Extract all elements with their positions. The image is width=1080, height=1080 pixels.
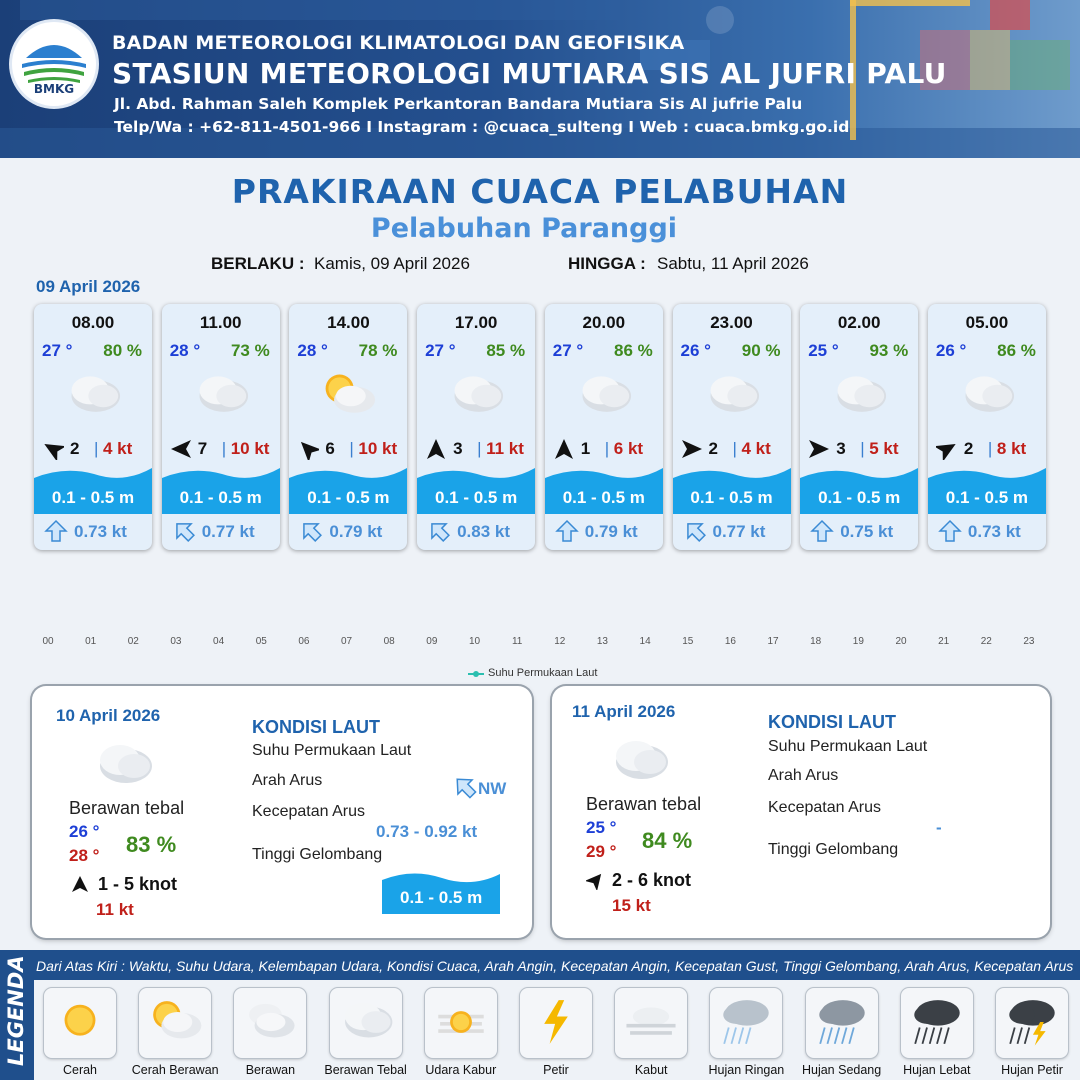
day3-condition: Berawan tebal — [586, 794, 702, 814]
day3-date: 11 April 2026 — [572, 702, 676, 721]
current-speed: 0.79 kt — [584, 522, 638, 541]
wave-height: 0.1 - 0.5 m — [690, 488, 773, 507]
gust-speed: 10 kt — [358, 439, 398, 458]
chart-legend — [468, 667, 597, 679]
legend-item-label: Hujan Lebat — [903, 1063, 971, 1077]
legend-item — [425, 988, 497, 1058]
berawan-tebal-icon — [443, 368, 509, 424]
port-name: Pelabuhan Paranggi — [370, 213, 678, 244]
wave-height: 0.1 - 0.5 m — [562, 488, 645, 507]
day2-temp-min: 26 ° — [69, 822, 100, 841]
wind-direction-icon — [70, 874, 90, 894]
day2-current-speed: 0.73 - 0.92 kt — [376, 822, 478, 841]
berawan-tebal-icon — [571, 368, 637, 424]
current-direction-icon — [427, 519, 451, 543]
wind-row — [673, 438, 791, 460]
x-tick-label: 14 — [639, 636, 651, 647]
berawan-tebal-icon — [826, 368, 892, 424]
bmkg-logo — [12, 22, 96, 106]
current-direction-icon — [555, 519, 579, 543]
wind-speed: 2 — [70, 439, 80, 458]
station-name: STASIUN METEOROLOGI MUTIARA SIS AL JUFRI PALU — [112, 57, 947, 90]
day3-wind-speed: 2 - 6 knot — [612, 870, 692, 890]
legend-item — [710, 988, 782, 1058]
legend-description: Dari Atas Kiri : Waktu, Suhu Udara, Kelembapan Udara, Kondisi Cuaca, Arah Angin, Kecepatan Angin, Kecepatan Gust, Tinggi Gelombang, Arah Arus, Kecepatan Arus — [36, 958, 1074, 974]
forecast-time: 02.00 — [837, 313, 881, 332]
day2-sst-label: Suhu Permukaan Laut — [252, 742, 412, 759]
legend-item — [615, 988, 687, 1058]
x-tick-label: 04 — [213, 636, 225, 647]
air-temperature: 27 ° — [552, 341, 584, 360]
hour-card — [34, 304, 152, 550]
legend-item-label: Petir — [543, 1063, 569, 1077]
x-tick-label: 19 — [852, 636, 864, 647]
berawan-tebal-icon — [606, 732, 672, 784]
legend-item-label: Cerah Berawan — [131, 1063, 219, 1077]
gust-speed: 4 kt — [741, 439, 771, 458]
gust-speed: 11 kt — [486, 439, 524, 458]
wave-height: 0.1 - 0.5 m — [51, 488, 135, 507]
organization-name: BADAN METEOROLOGI KLIMATOLOGI DAN GEOFISIKA — [112, 32, 685, 54]
x-tick-label: 21 — [938, 636, 950, 647]
hour-card — [289, 304, 407, 550]
hujan-ringan-icon — [716, 993, 776, 1051]
cerah-berawan-icon — [145, 993, 205, 1051]
wind-row — [289, 438, 407, 460]
wind-speed: 2 — [708, 439, 718, 458]
day3-temp-min: 25 ° — [586, 818, 617, 837]
berawan-tebal-icon — [188, 368, 254, 424]
wave-height: 0.1 - 0.5 m — [179, 488, 262, 507]
day2-current-speed-label: Kecepatan Arus — [252, 803, 365, 820]
wind-row — [800, 438, 918, 460]
day3-gust: 15 kt — [612, 896, 651, 915]
humidity: 80 % — [103, 341, 142, 360]
weather-icon-slot — [188, 368, 254, 424]
forecast-time: 05.00 — [965, 313, 1009, 332]
separator: | — [349, 439, 354, 458]
current-direction-icon — [683, 519, 707, 543]
hour-card — [417, 304, 535, 550]
wave-height: 0.1 - 0.5 m — [434, 488, 518, 507]
hujan-petir-icon — [1002, 993, 1062, 1051]
separator: | — [860, 439, 865, 458]
day3-sst-label: Suhu Permukaan Laut — [768, 738, 928, 755]
wind-direction-icon — [586, 870, 606, 890]
x-tick-label: 23 — [1023, 636, 1035, 647]
x-tick-label: 00 — [42, 636, 54, 647]
legend-item-label: Berawan — [245, 1063, 296, 1077]
logo-text: BMKG — [33, 82, 75, 96]
wind-speed: 2 — [963, 439, 974, 458]
wind-speed: 3 — [836, 439, 846, 458]
legend-item-label: Cerah — [62, 1063, 98, 1077]
wave-height: 0.1 - 0.5 m — [945, 488, 1028, 507]
current-speed: 0.73 kt — [74, 522, 127, 541]
day2-temp-max: 28 ° — [69, 846, 100, 865]
weather-icon-slot — [571, 368, 637, 424]
forecast-time: 14.00 — [327, 313, 370, 332]
separator: | — [732, 439, 737, 458]
wind-row — [34, 438, 152, 460]
hour-card — [673, 304, 791, 550]
legend-item-label: Hujan Sedang — [801, 1063, 882, 1077]
separator: | — [221, 439, 227, 458]
berawan-tebal-icon — [336, 993, 396, 1051]
page-title: PRAKIRAAN CUACA PELABUHAN — [231, 172, 849, 211]
current-speed: 0.77 kt — [712, 522, 766, 541]
weather-icon-slot — [60, 368, 126, 424]
wind-direction-icon — [42, 438, 64, 460]
x-tick-label: 10 — [468, 636, 481, 647]
wind-row — [162, 438, 280, 460]
wind-direction-icon — [553, 438, 575, 460]
separator: | — [987, 439, 993, 458]
day3-current-speed-label: Kecepatan Arus — [768, 799, 881, 816]
day2-current-dir-label: Arah Arus — [252, 772, 323, 789]
berawan-tebal-icon — [699, 368, 765, 424]
wind-speed: 3 — [453, 439, 463, 458]
separator: | — [477, 439, 482, 458]
berawan-tebal-icon — [954, 368, 1020, 424]
legend-item — [44, 988, 116, 1058]
x-tick-label: 09 — [426, 636, 438, 647]
day2-gust: 11 kt — [96, 900, 134, 919]
berawan-tebal-icon — [60, 368, 126, 424]
berawan-icon — [240, 993, 300, 1051]
wind-speed: 1 — [580, 439, 591, 458]
x-tick-label: 11 — [511, 636, 523, 647]
legend-item — [234, 988, 306, 1058]
legend-item-label: Berawan Tebal — [324, 1063, 407, 1077]
kabut-icon — [621, 993, 681, 1051]
x-tick-label: 22 — [980, 636, 992, 647]
humidity: 90 % — [741, 341, 781, 360]
wave-height: 0.1 - 0.5 m — [307, 488, 390, 507]
current-speed: 0.73 kt — [967, 522, 1021, 541]
current-speed: 0.75 kt — [840, 522, 894, 541]
cerah-icon — [50, 993, 110, 1051]
day2-sea-condition-title: KONDISI LAUT — [252, 717, 380, 737]
separator: | — [94, 439, 99, 458]
x-tick-label: 03 — [170, 636, 182, 647]
legend-item-label: Udara Kabur — [425, 1063, 497, 1077]
day2-wave-height: 0.1 - 0.5 m — [400, 888, 483, 907]
current-speed: 0.79 kt — [329, 522, 383, 541]
legend-title: LEGENDA — [4, 955, 28, 1066]
hujan-sedang-icon — [812, 993, 872, 1051]
separator: | — [604, 439, 610, 458]
day2-condition: Berawan tebal — [69, 798, 185, 818]
forecast-time: 08.00 — [71, 313, 115, 332]
petir-icon — [526, 993, 586, 1051]
wind-direction-icon — [425, 438, 447, 460]
series-marker — [468, 669, 484, 677]
humidity: 86 % — [614, 341, 653, 360]
legend-item-label: Kabut — [634, 1063, 668, 1077]
x-tick-label: 20 — [895, 636, 907, 647]
hujan-lebat-icon — [907, 993, 967, 1051]
wind-direction-icon — [936, 438, 958, 460]
hour-card — [162, 304, 280, 550]
station-address: Jl. Abd. Rahman Saleh Komplek Perkantoran Bandara Mutiara Sis Al jufrie Palu — [114, 95, 803, 113]
udara-kabur-icon — [431, 993, 491, 1051]
day3-sea-condition-title: KONDISI LAUT — [768, 712, 896, 732]
gust-speed: 10 kt — [230, 439, 270, 458]
x-tick-label: 02 — [127, 636, 139, 647]
air-temperature: 27 ° — [425, 341, 456, 360]
weather-icon-slot — [954, 368, 1020, 424]
humidity: 86 % — [997, 341, 1036, 360]
weather-icon-slot — [315, 368, 381, 424]
gust-speed: 6 kt — [613, 439, 644, 458]
wind-row — [545, 438, 663, 460]
legend-item — [901, 988, 973, 1058]
weather-icon-slot — [826, 368, 892, 424]
air-temperature: 28 ° — [297, 341, 328, 360]
x-tick-label: 07 — [340, 636, 353, 647]
day3-wave-label: Tinggi Gelombang — [768, 841, 899, 858]
chart-legend-series-name: Suhu Permukaan Laut — [488, 667, 598, 679]
gust-speed: 5 kt — [869, 439, 899, 458]
wind-direction-icon — [681, 438, 703, 460]
current-direction-icon — [299, 519, 323, 543]
day3-temp-max: 29 ° — [586, 842, 617, 861]
air-temperature: 26 ° — [680, 341, 711, 360]
air-temperature: 27 ° — [42, 341, 73, 360]
legend-item — [806, 988, 878, 1058]
wind-speed: 6 — [325, 439, 335, 458]
wave-height: 0.1 - 0.5 m — [818, 488, 901, 507]
legend-item — [139, 988, 211, 1058]
legend-item — [330, 988, 402, 1058]
weather-icon-slot — [443, 368, 509, 424]
humidity: 73 % — [230, 341, 270, 360]
air-temperature: 28 ° — [169, 341, 201, 360]
wind-speed: 7 — [197, 439, 208, 458]
x-tick-label: 17 — [767, 636, 779, 647]
x-tick-label: 15 — [682, 636, 694, 647]
day3-panel — [552, 686, 1050, 938]
x-tick-label: 18 — [810, 636, 822, 647]
current-direction-icon — [452, 774, 478, 800]
air-temperature: 26 ° — [935, 341, 967, 360]
wind-row — [417, 438, 535, 460]
day3-current-dir-label: Arah Arus — [768, 767, 839, 784]
hour-card — [800, 304, 918, 550]
valid-from-label: BERLAKU : — [211, 254, 305, 273]
chart-x-axis — [30, 626, 1050, 646]
x-tick-label: 16 — [724, 636, 736, 647]
wind-row — [928, 438, 1046, 460]
current-speed: 0.83 kt — [457, 522, 511, 541]
current-direction-icon — [172, 519, 196, 543]
berawan-tebal-icon — [90, 736, 156, 788]
cerah-berawan-icon — [315, 368, 381, 424]
x-tick-label: 13 — [596, 636, 608, 647]
forecast-time: 17.00 — [454, 313, 498, 332]
day2-wave-label: Tinggi Gelombang — [252, 846, 383, 863]
valid-to-label: HINGGA : — [568, 254, 646, 273]
wind-direction-icon — [808, 438, 830, 460]
legend-item — [520, 988, 592, 1058]
humidity: 78 % — [358, 341, 398, 360]
weather-icon-slot — [699, 368, 765, 424]
x-tick-label: 06 — [298, 636, 310, 647]
forecast-time: 20.00 — [582, 313, 626, 332]
gust-speed: 4 kt — [103, 439, 133, 458]
station-contact: Telp/Wa : +62-811-4501-966 I Instagram : @cuaca_sulteng I Web : cuaca.bmkg.go.id — [114, 118, 850, 136]
hour-card — [928, 304, 1046, 550]
x-tick-label: 05 — [255, 636, 267, 647]
forecast-time: 11.00 — [199, 313, 242, 332]
humidity: 85 % — [486, 341, 526, 360]
legend-item-label: Hujan Petir — [1001, 1063, 1063, 1077]
gust-speed: 8 kt — [996, 439, 1027, 458]
wind-direction-icon — [170, 438, 192, 460]
legend-item — [996, 988, 1068, 1058]
day2-humidity: 83 % — [126, 832, 177, 857]
current-direction-icon — [44, 519, 68, 543]
current-speed: 0.77 kt — [201, 522, 255, 541]
humidity: 93 % — [869, 341, 909, 360]
current-direction-icon — [938, 519, 962, 543]
x-tick-label: 12 — [554, 636, 566, 647]
day2-date: 10 April 2026 — [56, 706, 161, 725]
day3-humidity: 84 % — [642, 828, 693, 853]
wind-direction-icon — [297, 438, 319, 460]
valid-to-date: Sabtu, 11 April 2026 — [657, 254, 809, 273]
valid-from-date: Kamis, 09 April 2026 — [314, 254, 470, 273]
header-banner — [0, 0, 1080, 158]
day3-current-speed: - — [936, 818, 942, 837]
hour-card — [545, 304, 663, 550]
day2-wind-speed: 1 - 5 knot — [98, 874, 178, 894]
day1-date: 09 April 2026 — [36, 277, 141, 296]
current-direction-icon — [810, 519, 834, 543]
forecast-time: 23.00 — [710, 313, 753, 332]
day2-current-direction: NW — [478, 779, 507, 798]
x-tick-label: 01 — [85, 636, 97, 647]
legend-item-label: Hujan Ringan — [708, 1063, 785, 1077]
x-tick-label: 08 — [383, 636, 395, 647]
day2-panel — [32, 686, 532, 938]
air-temperature: 25 ° — [808, 341, 839, 360]
